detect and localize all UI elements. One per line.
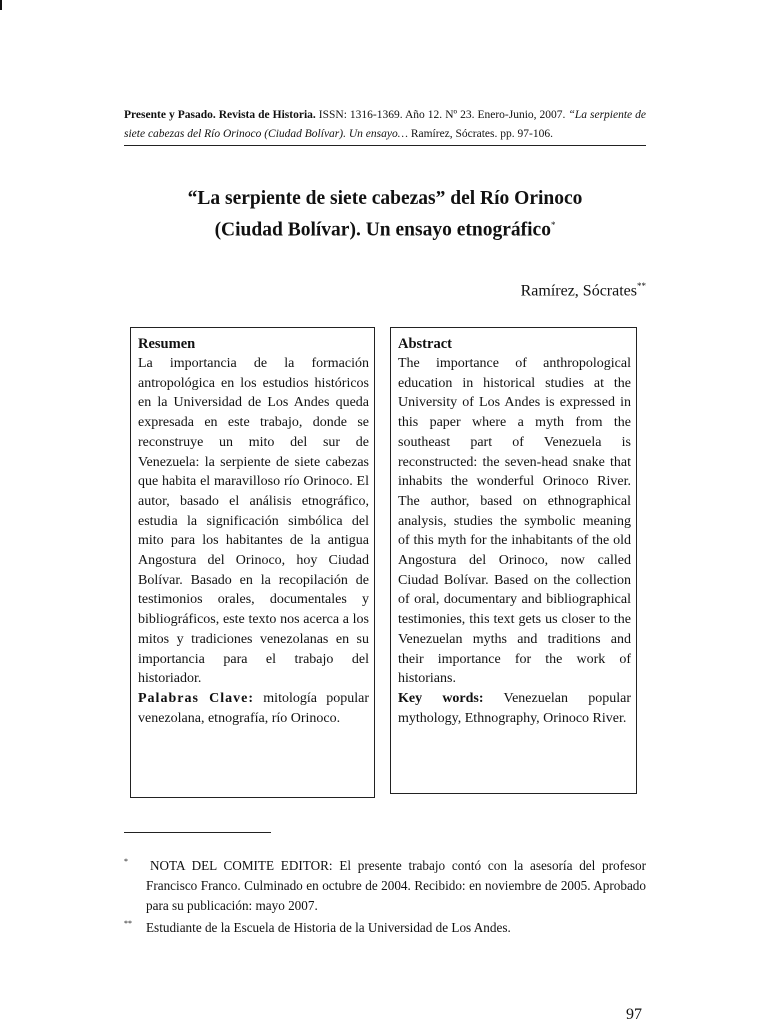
- abstract-keywords-label: Key words:: [398, 690, 484, 706]
- resumen-box: [130, 327, 375, 798]
- issue-info: ISSN: 1316-1369. Año 12. Nº 23. Enero-Junio, 2007.: [315, 109, 569, 121]
- footnote-2-mark: **: [124, 919, 132, 928]
- author-pages: Ramírez, Sócrates. pp. 97-106.: [407, 128, 553, 140]
- footnote-2: [124, 918, 646, 938]
- title-footnote-mark: *: [550, 220, 556, 230]
- footnote-1: [124, 856, 646, 916]
- journal-name: Presente y Pasado. Revista de Historia.: [124, 109, 316, 121]
- abstract-body: The importance of anthropological education in historical studies at the University of Los Andes is expressed in this paper where a myth from the southeast part of Venezuela is reconstructed: the seven-head snake that inhabits the wonderful Orinoco River. The author, based on ethnographical analysis, studies the symbolic meaning of this myth for the inhabitants of the old Angostura del Orinoco, now called Ciudad Bolívar. Based on the collection of oral, documentary and bibliographical testimonies, this text gets us closer to the Venezuelan myths and traditions and their importance for the work of historians.: [398, 356, 631, 687]
- resumen-keywords-text: mitología popular venezolana, etnografía, río Orinoco.: [138, 690, 369, 726]
- article-reference: “La serpiente de siete cabezas del Río Orinoco (Ciudad Bolívar). Un ensayo…: [124, 109, 647, 140]
- page-number: 97: [626, 1006, 642, 1023]
- abstract-keywords: [398, 689, 631, 728]
- title-line-2-text: (Ciudad Bolívar). Un ensayo etnográfico: [214, 219, 551, 241]
- footnote-1-text: NOTA DEL COMITE EDITOR: El presente trabajo contó con la asesoría del profesor Francisco Franco. Culminado en octubre de 2004. Recibido: en noviembre de 2005. Aprobado para su publicación: mayo 2007.: [146, 858, 646, 913]
- resumen-keywords-label: Palabras Clave:: [138, 690, 255, 706]
- author-name-text: Ramírez, Sócrates: [520, 282, 637, 300]
- footnote-1-mark: *: [124, 857, 128, 866]
- author-name: [521, 276, 646, 301]
- resumen-body: La importancia de la formación antropológica en los estudios históricos en la Universidad de Los Andes queda expresada en este trabajo, donde se reconstruye un mito del sur de Venezuela: la serpiente de siete cabezas que habita el maravilloso río Orinoco. El autor, basado el análisis etnográfico, estudia la significación simbólica del mito para los habitantes de la antigua Angostura del Orinoco, hoy Ciudad Bolívar. Basado en la recopilación de testimonios orales, documentales y bibliográficos, este texto nos acerca a los mitos y tradiciones venezolanas en su importancia para el trabajo del historiador.: [138, 356, 369, 687]
- resumen-heading: Resumen: [138, 336, 196, 352]
- abstract-keywords-text: Venezuelan popular mythology, Ethnography, Orinoco River.: [398, 690, 632, 726]
- author-footnote-mark: **: [637, 281, 646, 291]
- resumen-keywords: [138, 689, 369, 728]
- page-corner-mark: [0, 0, 2, 10]
- article-title: [124, 186, 646, 244]
- running-header: [124, 106, 646, 146]
- abstract-box: [390, 327, 637, 794]
- footnote-2-text: Estudiante de la Escuela de Historia de la Universidad de Los Andes.: [146, 920, 511, 935]
- title-line-2: [124, 212, 646, 244]
- abstract-heading: Abstract: [398, 336, 452, 352]
- footnote-separator: [124, 832, 271, 833]
- title-line-1: “La serpiente de siete cabezas” del Río Orinoco: [187, 188, 583, 209]
